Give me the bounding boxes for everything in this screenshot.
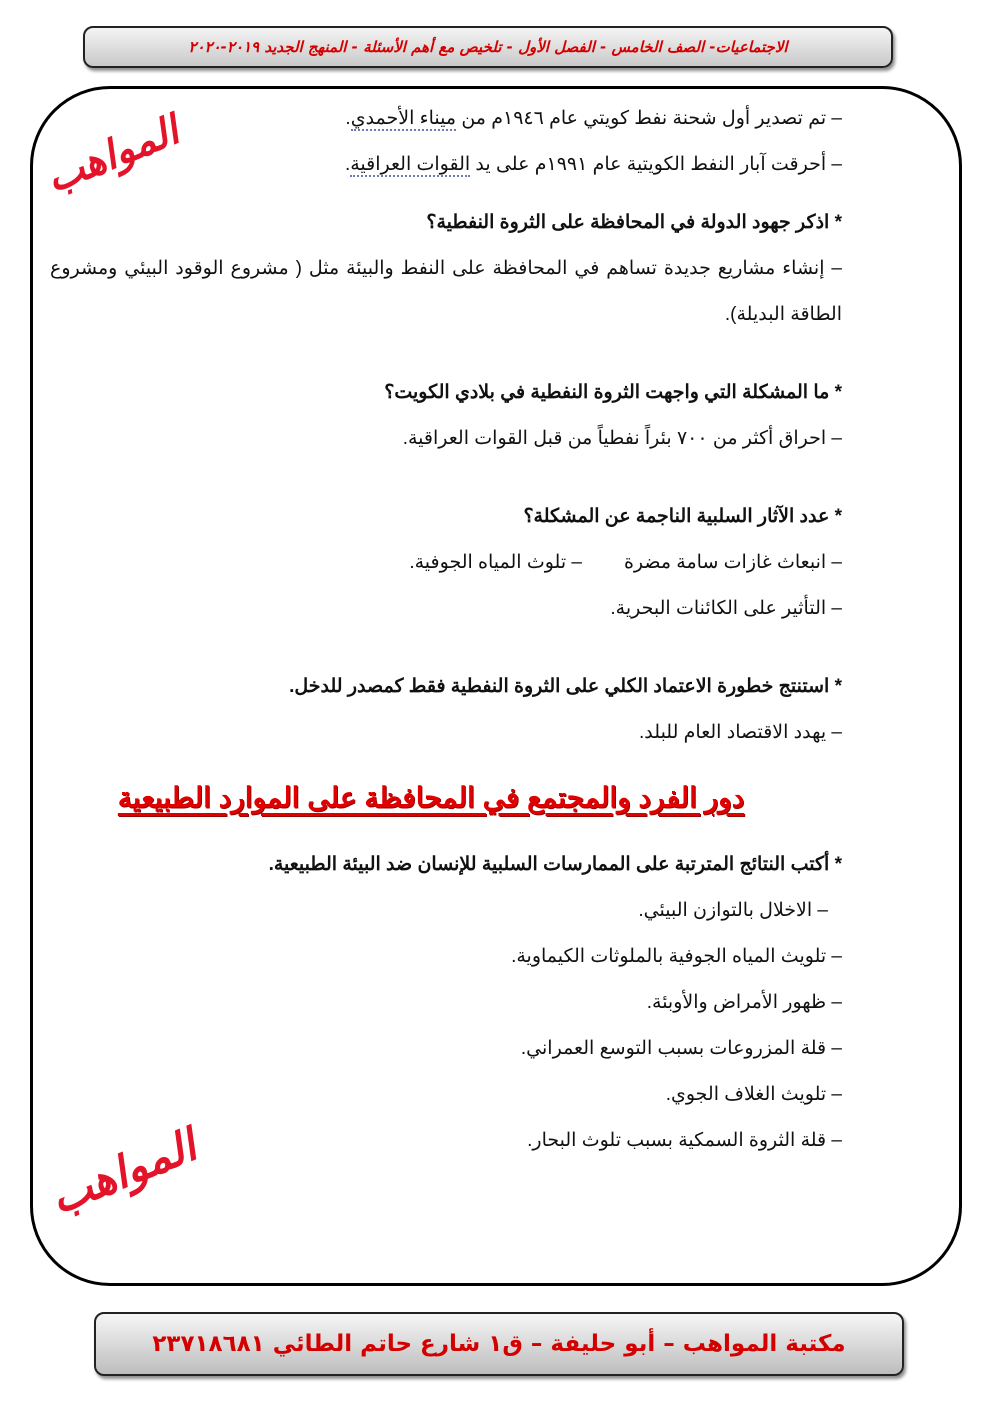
logo-bottom-text: المواهب xyxy=(42,1119,204,1225)
content xyxy=(50,96,842,1164)
footer-bar xyxy=(94,1312,904,1376)
answer-1: – إنشاء مشاريع جديدة تساهم في المحافظة على النفط والبيئة مثل ( مشروع الوقود البيئي ومشروع الطاقة البديلة). xyxy=(50,258,842,325)
dotted-term-1: ميناء الأحمدي xyxy=(350,108,457,129)
answer-3-col-2: – تلوث المياه الجوفية. xyxy=(409,552,582,573)
footer-text: مكتبة المواهب – أبو حليفة – ق١ شارع حاتم الطائي ٢٣٧١٨٦٨١ xyxy=(152,1331,846,1357)
answer-5-item-2: – تلويث المياه الجوفية بالملوثات الكيماوية. xyxy=(511,946,842,967)
header-bar xyxy=(83,26,893,68)
answer-4: – يهدد الاقتصاد العام للبلد. xyxy=(639,722,842,743)
intro-line-1: – تم تصدير أول شحنة نفط كويتي عام ١٩٤٦م من ميناء الأحمدي. xyxy=(345,108,842,129)
answer-3-col-1: – انبعاث غازات سامة مضرة xyxy=(623,552,842,573)
answer-2: – احراق أكثر من ٧٠٠ بئراً نفطياً من قبل القوات العراقية. xyxy=(402,428,842,449)
dotted-term-2: القوات العراقية xyxy=(350,154,471,175)
question-1: * اذكر جهود الدولة في المحافظة على الثروة النفطية؟ xyxy=(426,212,842,233)
answer-5-item-1: – الاخلال بالتوازن البيئي. xyxy=(638,900,828,921)
logo-top-text: المواهب xyxy=(38,106,186,202)
answer-5-item-4: – قلة المزروعات بسبب التوسع العمراني. xyxy=(520,1038,842,1059)
answer-3-row xyxy=(80,540,842,586)
question-2: * ما المشكلة التي واجهت الثروة النفطية في بلادي الكويت؟ xyxy=(384,382,842,403)
answer-5-item-3: – ظهور الأمراض والأوبئة. xyxy=(646,992,842,1013)
header-title: الاجتماعيات- الصف الخامس - الفصل الأول - تلخيص مع أهم الأسئلة - المنهج الجديد ٢٠١٩-٢٠٢٠ xyxy=(188,38,788,56)
intro-line-2: – أحرقت آبار النفط الكويتية عام ١٩٩١م على يد القوات العراقية. xyxy=(344,154,842,175)
question-5: * أكتب النتائج المترتبة على الممارسات السلبية للإنسان ضد البيئة الطبيعية. xyxy=(268,854,842,875)
section-title: دور الفرد والمجتمع في المحافظة على الموارد الطبيعية xyxy=(117,782,745,813)
answer-5-item-6: – قلة الثروة السمكية بسبب تلوث البحار. xyxy=(527,1130,842,1151)
answer-3-line-2: – التأثير على الكائنات البحرية. xyxy=(610,598,842,619)
question-4: * استنتج خطورة الاعتماد الكلي على الثروة النفطية فقط كمصدر للدخل. xyxy=(289,676,842,697)
answer-5-item-5: – تلويث الغلاف الجوي. xyxy=(665,1084,842,1105)
question-3: * عدد الآثار السلبية الناجمة عن المشكلة؟ xyxy=(523,506,842,527)
